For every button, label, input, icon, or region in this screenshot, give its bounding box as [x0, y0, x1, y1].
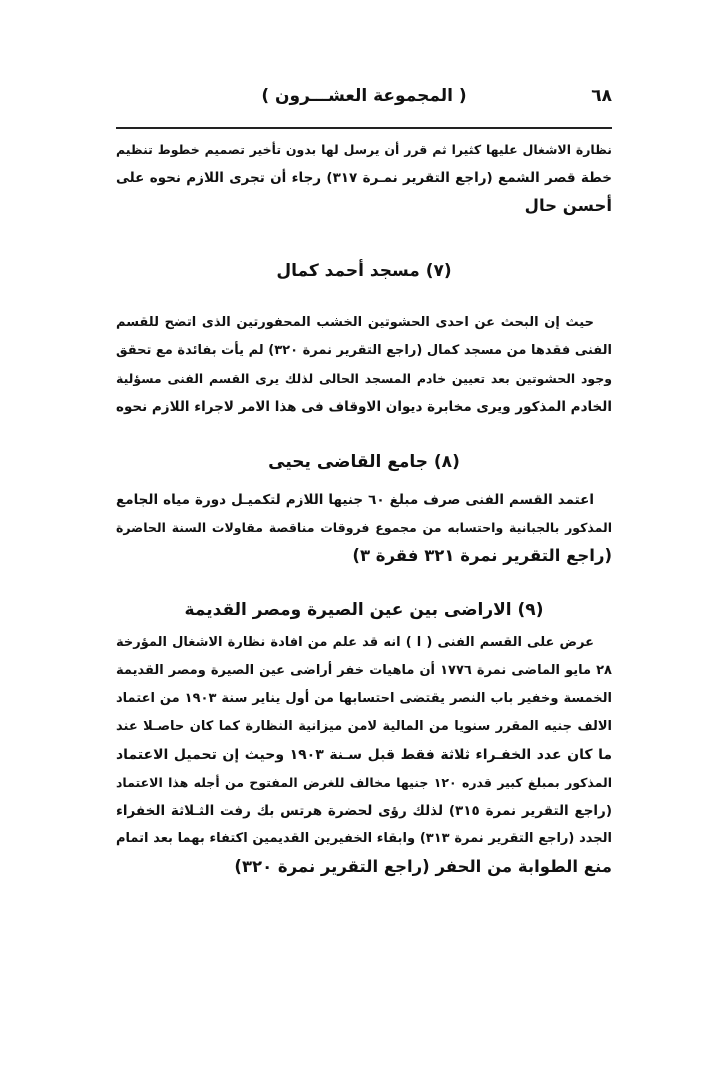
text-line: ٢٨ مايو الماضى نمرة ١٧٧٦ أن ماهيات خفر أراضى عين الصيرة ومصر القديمة: [116, 663, 612, 678]
text-line: الخمسة وخفير باب النصر يقتضى احتسابها من أول يناير سنة ١٩٠٣ من اعتماد: [116, 691, 613, 706]
page-number: ٦٨: [591, 86, 612, 106]
text-line: الخادم المذكور ويرى مخابرة ديوان الاوقاف فى هذا الامر لاجراء اللازم نحوه: [115, 399, 612, 415]
section-heading-9: (٩) الاراضى بين عين الصيرة ومصر القديمة: [184, 600, 544, 620]
running-title: ( المجموعة العشـــرون ): [261, 86, 467, 106]
text-line: اعتمد القسم الفنى صرف مبلغ ٦٠ جنيها اللازم لتكميـل دورة مياه الجامع: [116, 492, 594, 508]
section-heading-7: (٧) مسجد أحمد كمال: [276, 261, 452, 281]
section-heading-8: (٨) جامع القاضى يحيى: [268, 452, 460, 472]
header-rule: [116, 127, 612, 129]
text-line: (راجع التقرير نمرة ٣٢١ فقرة ٣): [352, 546, 612, 565]
text-line: خطة قصر الشمع (راجع التقرير نمـرة ٣١٧) رجاء أن تجرى اللازم نحوه على: [116, 170, 612, 186]
text-line: المذكور بمبلغ كبير قدره ١٢٠ جنيها مخالف للغرض المفتوح من أجله هذا الاعتماد: [116, 775, 612, 790]
text-line: الفنى فقدها من مسجد كمال (راجع التقرير نمرة ٣٢٠) لم يأت بفائدة مع تحقق: [116, 343, 612, 358]
text-line: وجود الحشوتين بعد تعيين خادم المسجد الحالى لذلك يرى القسم الفنى مسؤلية: [116, 371, 612, 386]
text-line: حيث إن البحث عن احدى الحشوتين الخشب المحفورتين الذى اتضح للقسم: [116, 315, 594, 330]
text-line: منع الطوابة من الحفر (راجع التقرير نمرة ٣٢٠): [234, 857, 612, 876]
text-line: ما كان عدد الخفـراء ثلاثة فقط قبل سـنة ١٩٠٣ وحيث إن تحميل الاعتماد: [116, 747, 612, 763]
text-line: عرض على القسم الفنى ( ا ) انه قد علم من افادة نظارة الاشغال المؤرخة: [116, 635, 594, 650]
text-line: أحسن حال: [524, 196, 612, 215]
text-line: الالف جنيه المقرر سنويا من المالية لامن ميزانية النظارة كما كان حاصـلا عند: [116, 719, 612, 734]
text-line: المذكور بالجبانية واحتسابه من مجموع فروقات مناقصة مقاولات السنة الحاضرة: [116, 520, 612, 535]
text-line: الجدد (راجع التقرير نمرة ٣١٣) وابقاء الخفيرين القديمين اكتفاء بهما بعد اتمام: [116, 831, 612, 846]
text-line: (راجع التقرير نمرة ٣١٥) لذلك رؤى لحضرة هرتس بك رفت الثـلاثة الخفراء: [116, 803, 612, 819]
text-line: نظارة الاشغال عليها كثيرا ثم قرر أن يرسل لها بدون تأخير تصميم خطوط تنظيم: [116, 142, 612, 157]
page-header: [116, 86, 612, 116]
